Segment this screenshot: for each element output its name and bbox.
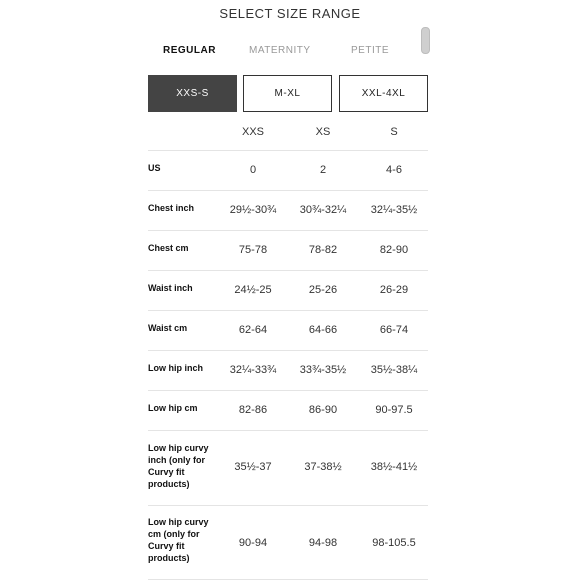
table-cell: 0: [249, 164, 257, 176]
table-cell: 2: [319, 164, 327, 176]
row-divider: [148, 390, 428, 391]
tabs-scrollbar[interactable]: [421, 27, 430, 54]
row-divider: [148, 430, 428, 431]
table-cell: 24½-25: [234, 284, 272, 296]
size-range-m-xl-button[interactable]: M-XL: [243, 75, 332, 112]
tab-regular[interactable]: REGULAR: [163, 45, 216, 56]
table-cell: 90-94: [238, 537, 268, 549]
row-label: US: [148, 163, 161, 173]
table-cell: 75-78: [238, 244, 268, 256]
row-divider: [148, 150, 428, 151]
fit-tabs: [148, 45, 438, 59]
table-cell: 26-29: [379, 284, 409, 296]
table-cell: 66-74: [379, 324, 409, 336]
row-divider: [148, 505, 428, 506]
table-cell: 37-38½: [304, 461, 342, 473]
table-cell: 82-86: [238, 404, 268, 416]
size-range-xxl-4xl-button[interactable]: XXL-4XL: [339, 75, 428, 112]
row-label: Chest inch: [148, 203, 195, 213]
tab-petite[interactable]: PETITE: [351, 45, 390, 56]
table-cell: 35½-37: [234, 461, 272, 473]
table-cell: 90-97.5: [375, 404, 413, 416]
table-cell: 35½-38¼: [370, 364, 418, 376]
table-cell: 86-90: [308, 404, 338, 416]
row-divider: [148, 190, 428, 191]
table-cell: 32¼-33¾: [229, 364, 277, 376]
size-range-xxs-s-button[interactable]: XXS-S: [148, 75, 237, 112]
row-divider: [148, 310, 428, 311]
table-cell: 29½-30¾: [229, 204, 277, 216]
table-cell: 38½-41½: [370, 461, 418, 473]
row-divider: [148, 230, 428, 231]
table-cell: 62-64: [238, 324, 268, 336]
column-header-s: S: [390, 126, 398, 138]
table-cell: 78-82: [308, 244, 338, 256]
table-cell: 4-6: [386, 164, 402, 176]
row-divider: [148, 350, 428, 351]
row-label: Waist cm: [148, 323, 188, 333]
table-cell: 33¾-35½: [299, 364, 347, 376]
table-cell: 32¼-35½: [370, 204, 418, 216]
row-label: Low hip cm: [148, 403, 198, 413]
page-title: SELECT SIZE RANGE: [219, 6, 361, 21]
column-header-xs: XS: [315, 126, 331, 138]
row-label: Low hip curvy inch (only for Curvy fit products): [148, 443, 209, 489]
table-cell: 25-26: [308, 284, 338, 296]
tab-maternity[interactable]: MATERNITY: [249, 45, 311, 56]
row-label: Low hip curvy cm (only for Curvy fit products): [148, 517, 209, 563]
table-cell: 82-90: [379, 244, 409, 256]
row-label: Low hip inch: [148, 363, 203, 373]
row-label: Chest cm: [148, 243, 189, 253]
table-cell: 94-98: [308, 537, 338, 549]
row-label: Waist inch: [148, 283, 193, 293]
table-cell: 98-105.5: [372, 537, 416, 549]
table-cell: 64-66: [308, 324, 338, 336]
row-divider: [148, 270, 428, 271]
table-cell: 30¾-32¼: [299, 204, 347, 216]
column-header-xxs: XXS: [241, 126, 264, 138]
